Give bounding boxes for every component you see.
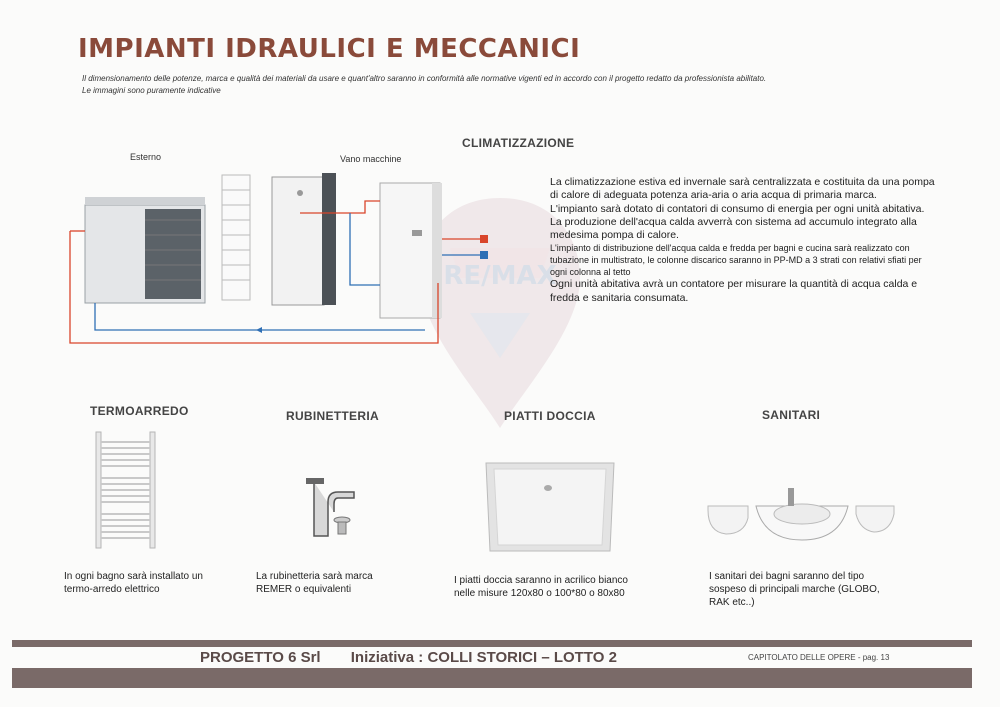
heat-pump-diagram <box>60 165 500 350</box>
label-vano-macchine: Vano macchine <box>340 154 402 164</box>
wall-icon <box>222 175 250 300</box>
label-esterno: Esterno <box>130 152 162 162</box>
clima-paragraph: La produzione dell'acqua calda avverrà con sistema ad accumulo integrato alla medesima pompa di calore. <box>550 215 917 242</box>
sanitari-caption: I sanitari dei bagni saranno del tipo sospeso di principali marche (GLOBO, RAK etc..) <box>709 571 880 608</box>
footer-page-number: CAPITOLATO DELLE OPERE - pag. 13 <box>748 653 890 662</box>
subtitle-disclaimer: Le immagini sono puramente indicative <box>82 86 221 95</box>
piatti-doccia-heading: PIATTI DOCCIA <box>504 409 596 423</box>
towel-radiator-icon <box>92 430 160 552</box>
footer-project <box>200 649 643 666</box>
piatti-doccia-caption: I piatti doccia saranno in acrilico bianco nelle misure 120x80 o 100*80 o 80x80 <box>454 575 628 599</box>
footer-initiative: Iniziativa : COLLI STORICI – LOTTO 2 <box>350 649 617 666</box>
sanitaryware-icon <box>704 484 900 546</box>
rubinetteria-heading: RUBINETTERIA <box>286 409 379 423</box>
termoarredo-heading: TERMOARREDO <box>90 404 189 418</box>
outdoor-unit-icon <box>85 197 205 303</box>
clima-paragraph: Ogni unità abitativa avrà un contatore per misurare la quantità di acqua calda e fredda e sanitaria consumata. <box>550 278 918 304</box>
rubinetteria-caption: La rubinetteria sarà marca REMER o equivalenti <box>256 571 373 595</box>
clima-paragraph: La climatizzazione estiva ed invernale sarà centralizzata e costituita da una pompa di calore di adeguata potenza aria-aria o aria acqua di primaria marca. <box>550 176 935 202</box>
indoor-unit-icon <box>272 173 336 305</box>
climatizzazione-description <box>550 176 935 305</box>
shower-tray-icon <box>484 461 616 553</box>
faucet-icon <box>292 472 366 542</box>
footer-divider-top <box>12 640 972 647</box>
clima-paragraph: L'impianto sarà dotato di contatori di consumo di energia per ogni unità abitativa. <box>550 202 925 215</box>
termoarredo-caption: In ogni bagno sarà installato un termo-arredo elettrico <box>64 571 203 595</box>
climatizzazione-heading: CLIMATIZZAZIONE <box>462 136 575 150</box>
subtitle-note: Il dimensionamento delle potenze, marca e qualità dei materiali da usare e quant'altro saranno in conformità alle normative vigenti ed in accordo con il progetto redatto da professionista abilitato. <box>82 74 767 83</box>
watermark-text: RE/MAX <box>443 261 557 291</box>
page-title: IMPIANTI IDRAULICI E MECCANICI <box>78 34 581 64</box>
clima-paragraph: L'impianto di distribuzione dell'acqua calda e fredda per bagni e cucina sarà realizzato con tubazione in multistrato, le colonne discarico saranno in PP-MD a 3 strati con relativi sfiati per ogni colonna al tetto <box>550 243 922 278</box>
water-tank-icon <box>380 183 488 318</box>
sanitari-heading: SANITARI <box>762 408 821 422</box>
footer-divider-bottom <box>12 668 972 688</box>
footer-company: PROGETTO 6 Srl <box>200 649 321 666</box>
